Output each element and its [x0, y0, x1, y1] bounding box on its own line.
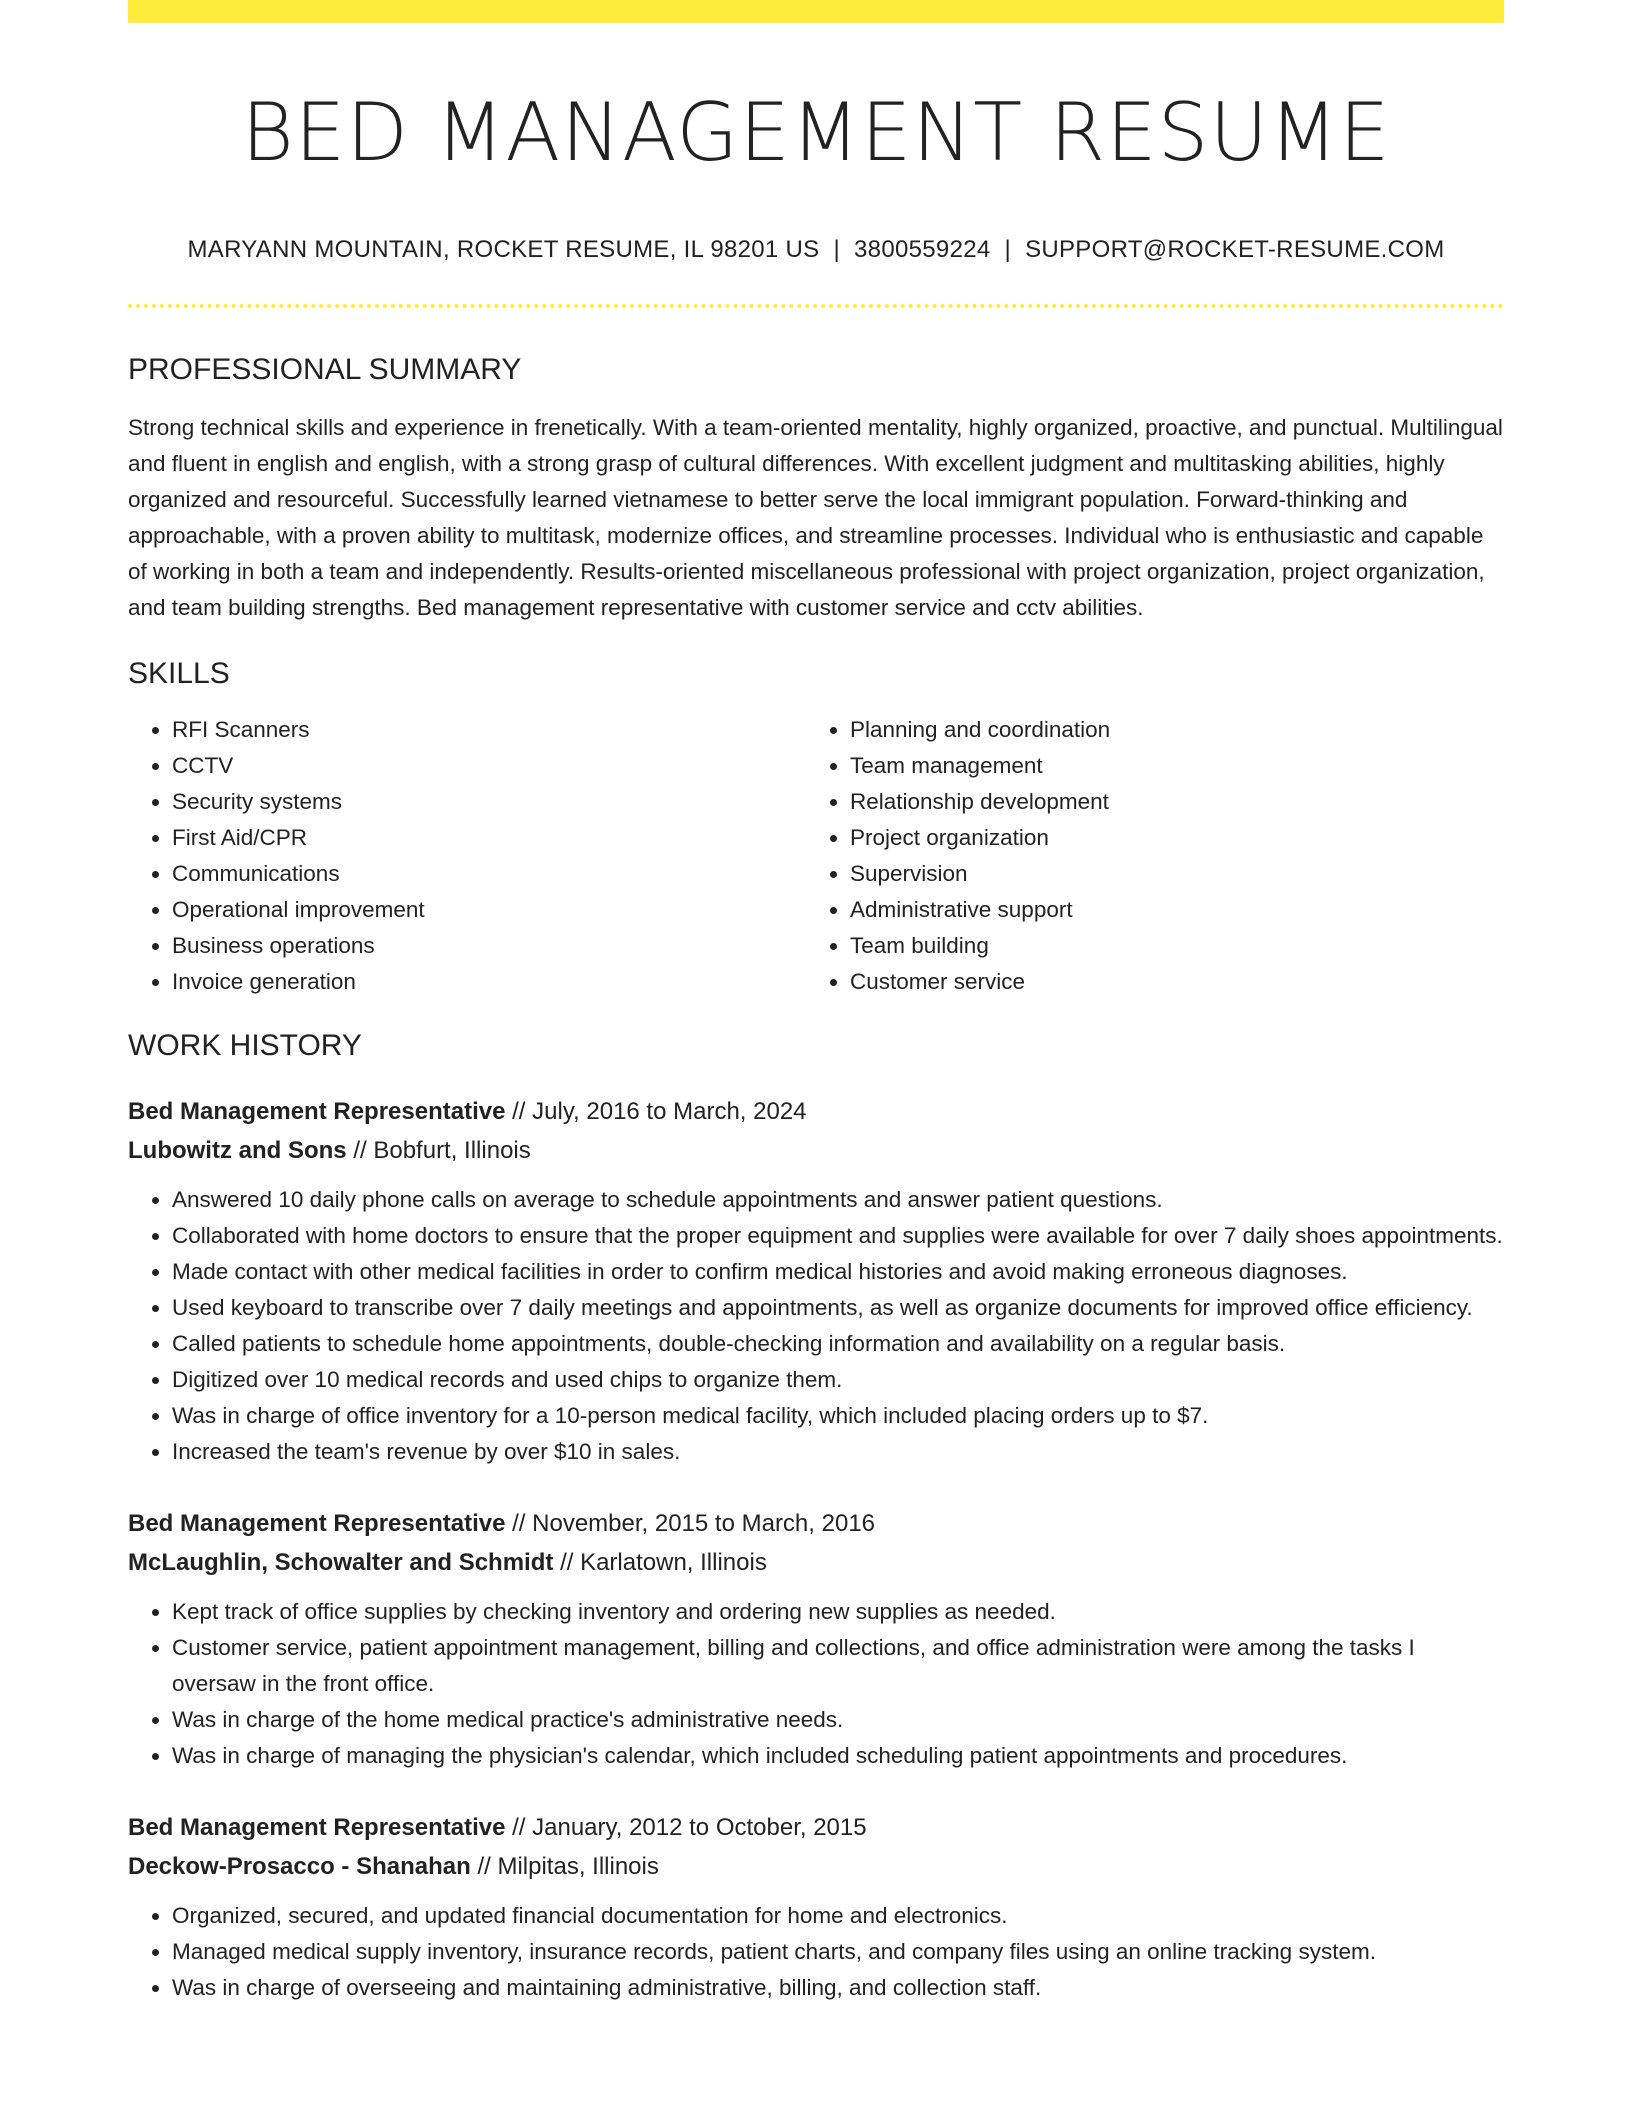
- job-bullet: • Customer service, patient appointment management, billing and collections, and office administration were among the tasks I oversaw in the front office.: [172, 1630, 1504, 1702]
- summary-text: Strong technical skills and experience in frenetically. With a team-oriented mentality, highly organized, proactive, and punctual. Multilingual and fluent in english and english, with a strong grasp of cultural differences. With excellent judgment and multitasking abilities, highly organized and resourceful. Successfully learned vietnamese to better serve the local immigrant population. Forward-thinking and approachable, with a proven ability to multitask, modernize offices, and streamline processes. Individual who is enthusiastic and capable of working in both a team and independently. Results-oriented miscellaneous professional with project organization, project organization, and team building strengths. Bed management representative with customer service and cctv abilities.: [128, 415, 1503, 620]
- job-dates: July, 2016 to March, 2024: [532, 1098, 807, 1125]
- job-entry: [128, 1504, 1504, 1774]
- skill-item: • Project organization: [850, 820, 1484, 856]
- job-bullets: [128, 1182, 1504, 1470]
- job-bullet: • Used keyboard to transcribe over 7 daily meetings and appointments, as well as organize documents for improved office efficiency.: [172, 1290, 1504, 1326]
- job-separator: //: [560, 1549, 574, 1576]
- job-title: Bed Management Representative: [128, 1098, 506, 1125]
- work-history-heading: WORK HISTORY: [128, 1029, 362, 1062]
- summary-heading: PROFESSIONAL SUMMARY: [128, 353, 522, 386]
- skills-list-right: [806, 712, 1484, 1000]
- job-dates: November, 2015 to March, 2016: [532, 1510, 876, 1537]
- job-bullet: • Was in charge of the home medical practice's administrative needs.: [172, 1702, 1504, 1738]
- job-company-line: [128, 1543, 1504, 1582]
- skill-item: • First Aid/CPR: [172, 820, 806, 856]
- skill-item: • Supervision: [850, 856, 1484, 892]
- skill-item: • RFI Scanners: [172, 712, 806, 748]
- contact-email[interactable]: SUPPORT@ROCKET-RESUME.COM: [1025, 236, 1445, 263]
- job-location: Karlatown, Illinois: [580, 1549, 767, 1576]
- skill-item: • CCTV: [172, 748, 806, 784]
- job-title: Bed Management Representative: [128, 1510, 506, 1537]
- job-location: Bobfurt, Illinois: [373, 1137, 531, 1164]
- job-title: Bed Management Representative: [128, 1814, 506, 1841]
- job-bullets: [128, 1594, 1504, 1774]
- skill-item: • Planning and coordination: [850, 712, 1484, 748]
- header-divider: [128, 304, 1504, 308]
- job-bullet: • Increased the team's revenue by over $10 in sales.: [172, 1434, 1504, 1470]
- job-company-line: [128, 1847, 1504, 1886]
- skill-item: • Security systems: [172, 784, 806, 820]
- job-dates: January, 2012 to October, 2015: [532, 1814, 867, 1841]
- job-separator: //: [353, 1137, 367, 1164]
- contact-phone: 3800559224: [854, 236, 991, 263]
- resume-page: [128, 0, 1504, 2006]
- job-separator: //: [512, 1510, 526, 1537]
- resume-title: BED MANAGEMENT RESUME: [241, 86, 1391, 179]
- job-company: Lubowitz and Sons: [128, 1137, 347, 1164]
- accent-bar: [128, 0, 1504, 23]
- skill-item: • Invoice generation: [172, 964, 806, 1000]
- job-entry: [128, 1092, 1504, 1470]
- job-separator: //: [512, 1098, 526, 1125]
- job-separator: //: [512, 1814, 526, 1841]
- skills-heading: SKILLS: [128, 657, 230, 690]
- job-bullet: • Was in charge of managing the physician's calendar, which included scheduling patient appointments and procedures.: [172, 1738, 1504, 1774]
- job-separator: //: [477, 1853, 491, 1880]
- job-company: Deckow-Prosacco - Shanahan: [128, 1853, 471, 1880]
- job-bullet: • Made contact with other medical facilities in order to confirm medical histories and avoid making erroneous diagnoses.: [172, 1254, 1504, 1290]
- job-company: McLaughlin, Schowalter and Schmidt: [128, 1549, 554, 1576]
- contact-address: MARYANN MOUNTAIN, ROCKET RESUME, IL 98201 US: [187, 236, 820, 263]
- contact-line: [128, 235, 1504, 265]
- job-title-line: [128, 1504, 1504, 1543]
- skills-list-left: [128, 712, 806, 1000]
- skill-item: • Team building: [850, 928, 1484, 964]
- job-title-line: [128, 1808, 1504, 1847]
- job-bullet: • Organized, secured, and updated financial documentation for home and electronics.: [172, 1898, 1504, 1934]
- contact-separator: |: [833, 236, 841, 263]
- job-bullet: • Digitized over 10 medical records and used chips to organize them.: [172, 1362, 1504, 1398]
- job-entry: [128, 1808, 1504, 2006]
- job-bullet: • Was in charge of office inventory for a 10-person medical facility, which included placing orders up to $7.: [172, 1398, 1504, 1434]
- job-location: Milpitas, Illinois: [497, 1853, 659, 1880]
- skill-item: • Business operations: [172, 928, 806, 964]
- job-bullets: [128, 1898, 1504, 2006]
- job-bullet: • Called patients to schedule home appointments, double-checking information and availability on a regular basis.: [172, 1326, 1504, 1362]
- job-bullet: • Managed medical supply inventory, insurance records, patient charts, and company files using an online tracking system.: [172, 1934, 1504, 1970]
- job-title-line: [128, 1092, 1504, 1131]
- skill-item: • Administrative support: [850, 892, 1484, 928]
- job-bullet: • Answered 10 daily phone calls on average to schedule appointments and answer patient questions.: [172, 1182, 1504, 1218]
- job-bullet: • Kept track of office supplies by checking inventory and ordering new supplies as needed.: [172, 1594, 1504, 1630]
- skill-item: • Operational improvement: [172, 892, 806, 928]
- skill-item: • Communications: [172, 856, 806, 892]
- skill-item: • Customer service: [850, 964, 1484, 1000]
- job-bullet: • Was in charge of overseeing and maintaining administrative, billing, and collection staff.: [172, 1970, 1504, 2006]
- skill-item: • Relationship development: [850, 784, 1484, 820]
- contact-separator: |: [1004, 236, 1012, 263]
- job-company-line: [128, 1131, 1504, 1170]
- job-bullet: • Collaborated with home doctors to ensure that the proper equipment and supplies were available for over 7 daily shoes appointments.: [172, 1218, 1504, 1254]
- skills-grid: [128, 712, 1504, 1000]
- skill-item: • Team management: [850, 748, 1484, 784]
